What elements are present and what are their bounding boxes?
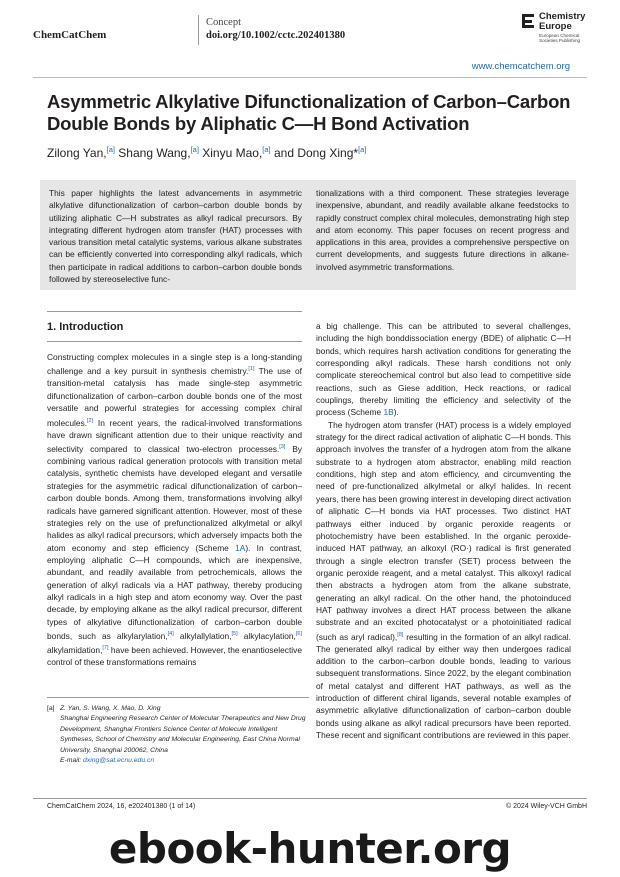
journal-website-link[interactable]: www.chemcatchem.org — [471, 61, 570, 72]
body-paragraph — [316, 320, 571, 419]
body-text: In recent years, the radical-involved transformations have drawn significant attention due to their unique reactivity and selectivity compared to classical two-electron processes. — [47, 417, 302, 454]
section-rule-top — [47, 311, 302, 312]
publisher-logo-icon — [520, 12, 536, 30]
affiliation-footnote — [47, 704, 309, 766]
body-text: The hydrogen atom transfer (HAT) process is a widely employed strategy for the direct radical activation of aliphatic C—H bonds. This approach involves the transfer of a hydrogen atom from the alkane substrate to a hydrogen atom abstractor, enabling mild reaction conditions, high step and atom efficiency, and circumventing the need of pre-functionalized alkylmetal or alkyl halides. In recent years, there has been growing interest in developing direct activation of aliphatic C—H bonds via HAT processes. Two distinct HAT pathways either induced by organic peroxide reagents or photochemistry have been established. In the organic peroxide-induced HAT pathway, an alkoxyl (RO·) radical is first generated through a single electron transfer (SET) process between the organic peroxide reagent, and a metal catalyst. This alkoxyl radical then abstracts a hydrogen atom from the alkane substrate, generating an alkyl radical. On the other hand, the photoinduced HAT pathway involves a direct HAT process between the alkane substrate and an excited photocatalyst or a photoinitiated radical (such as aryl radical), — [316, 419, 571, 642]
author-name: Xinyu Mao, — [202, 146, 263, 160]
body-text: alkylamidation, — [47, 644, 103, 655]
citation-link[interactable]: [5] — [231, 630, 238, 637]
body-text: have been achieved. However, the enantioselective control of these transformations remains — [47, 644, 302, 668]
body-text: resulting in the formation of an alkyl radical. The generated alkyl radical by either way then undergoes radical addition to the carbon–carbon double bonds, leading to various subsequent transformations. Since 2022, by the elegant combination of metal catalyst and different HAT pathways, as well as the introduction of different chiral ligands, several notable examples of asymmetric alkylative difunctionalization of carbon–carbon double bonds using alkane as alkyl radical precursors have been reported. These recent and significant contributions are reviewed in this paper. — [316, 631, 571, 741]
email-label: E-mail: — [60, 757, 84, 765]
affiliation-label: [a] — [47, 705, 55, 712]
author-name: Shang Wang, — [118, 146, 191, 160]
citation-link[interactable]: [7] — [102, 645, 109, 652]
section-heading: 1. Introduction — [47, 321, 124, 333]
author-name: and Dong Xing* — [273, 146, 359, 160]
body-text: a big challenge. This can be attributed to several challenges, including the high bonddissociation energy (BDE) of aliphatic C—H bonds, which requires harsh activation conditions for generating the corresponding alkyl radicals. These harsh conditions not only complicate stereochemical control but also lead to competitive side reactions, such as Giese addition, Heck reactions, or radical couplings, thereby limiting the efficiency and selectivity of the process (Scheme — [316, 321, 571, 418]
body-text: alkylallylation, — [173, 630, 232, 641]
body-paragraph — [316, 419, 571, 742]
author-affiliation-mark[interactable]: [a] — [190, 145, 199, 154]
citation-link[interactable]: [2] — [87, 417, 94, 424]
watermark-text: ebook-hunter.org — [108, 824, 512, 873]
abstract-left-column: This paper highlights the latest advancements in asymmetric alkylative difunctionalization of carbon–carbon double bonds by utilizing aliphatic C—H substrates as alkyl radical precursors. By integrating different hydrogen atom transfer (HAT) processes with various transition metal catalytic systems, various alkane substrates can be efficiently converted into corresponding alkyl radicals, which then participate in radical additions to carbon–carbon double bonds followed by stereoselective func- — [49, 188, 302, 285]
body-left-column — [47, 351, 302, 669]
abstract-right-column: tionalizations with a third component. These strategies leverage inexpensive, abundant, and readily available alkane feedstocks to rapidly construct complex chiral molecules, demonstrating high step and atom economy. This paper focuses on recent progress and applications in this area, provides a comprehensive perspective on current developments, and suggests future directions in alkane-involved asymmetric transformations. — [316, 188, 569, 272]
body-text: Constructing complex molecules in a single step is a long-standing challenge and a key pursuit in synthesis chemistry. — [47, 352, 302, 377]
intro-paragraph — [47, 351, 302, 669]
author-list — [47, 145, 366, 160]
header-divider — [198, 15, 199, 45]
article-title: Asymmetric Alkylative Difunctionalization of Carbon–Carbon Double Bonds by Aliphatic C—H Bond Activation — [47, 91, 571, 134]
body-text: ). In contrast, employing aliphatic C—H compounds, which are inexpensive, abundant, and readily available from petrochemicals, allows the generation of alkyl radicals via a HAT pathway, thereby producing alkyl radicals in a high step and atom economy way. Over the past decade, by employing alkane as the alkyl radical precursor, different types of alkylative difunctionalization of carbon–carbon double bonds, such as alkylarylation, — [47, 542, 303, 641]
citation-link[interactable]: [1] — [248, 366, 255, 373]
section-rule-bottom — [47, 341, 302, 342]
journal-name: ChemCatChem — [33, 29, 107, 41]
body-text: By combining various radical generation protocols with transition metal catalysis, synthetic chemists have developed elegant and versatile strategies for the asymmetric radical difunctionalization of carbon–carbon double bonds. Among them, transformations involving alkyl radicals have garnered significant attention. However, most of these strategies rely on the use of prefunctionalized alkylmetal or alkyl halides as alkyl radical precursors, which adversely impacts both the atom economy and step efficiency (Scheme — [47, 443, 302, 553]
author-affiliation-mark[interactable]: [a] — [106, 145, 115, 154]
author-affiliation-mark[interactable]: [a] — [358, 145, 367, 154]
body-right-column — [316, 320, 571, 741]
footer-citation: ChemCatChem 2024, 16, e202401380 (1 of 14) — [47, 803, 196, 810]
citation-link[interactable]: [3] — [279, 444, 286, 450]
email-link[interactable]: dxing@sat.ecnu.edu.cn — [83, 757, 155, 765]
citation-link[interactable]: [4] — [167, 630, 174, 637]
citation-link[interactable]: [8] — [397, 631, 404, 638]
affiliation-authors: Z. Yan, S. Wang, X. Mao, D. Xing — [60, 705, 161, 712]
body-text: alkylacylation, — [237, 630, 296, 641]
header-rule — [33, 77, 587, 78]
footer-copyright: © 2024 Wiley-VCH GmbH — [505, 803, 587, 810]
citation-link[interactable]: [6] — [295, 630, 302, 637]
scheme-link[interactable]: 1B — [383, 407, 394, 418]
article-type: Concept — [206, 17, 241, 28]
doi-link[interactable]: doi.org/10.1002/cctc.202401380 — [206, 30, 346, 41]
affiliation-address: Shanghai Engineering Research Center of Molecular Therapeutics and New Drug Development, Shanghai Frontiers Science Center of Molecule Intelligent Syntheses, School of Chemistry and Molecular Engineering, East China Normal University, Shanghai 200062, China — [60, 715, 306, 754]
author-name: Zilong Yan, — [47, 146, 107, 160]
publisher-logo-line1: Chemistry — [539, 11, 586, 22]
abstract-box — [40, 180, 576, 290]
publisher-logo[interactable] — [520, 12, 598, 46]
body-text: ). — [393, 407, 399, 418]
publisher-logo-line2: Europe — [539, 21, 572, 32]
body-text: The use of transition-metal catalysis has made single-step asymmetric difunctionalization of carbon–carbon double bonds one of the most versatile and powerful strategies for accessing complex chiral molecules. — [47, 366, 302, 428]
scheme-link[interactable]: 1A — [235, 542, 246, 553]
footnote-rule — [47, 697, 309, 698]
author-affiliation-mark[interactable]: [a] — [262, 145, 271, 154]
footer-rule — [33, 798, 587, 799]
publisher-logo-subtitle: European Chemical Societies Publishing — [539, 33, 581, 43]
affiliation-email-line — [60, 756, 309, 766]
